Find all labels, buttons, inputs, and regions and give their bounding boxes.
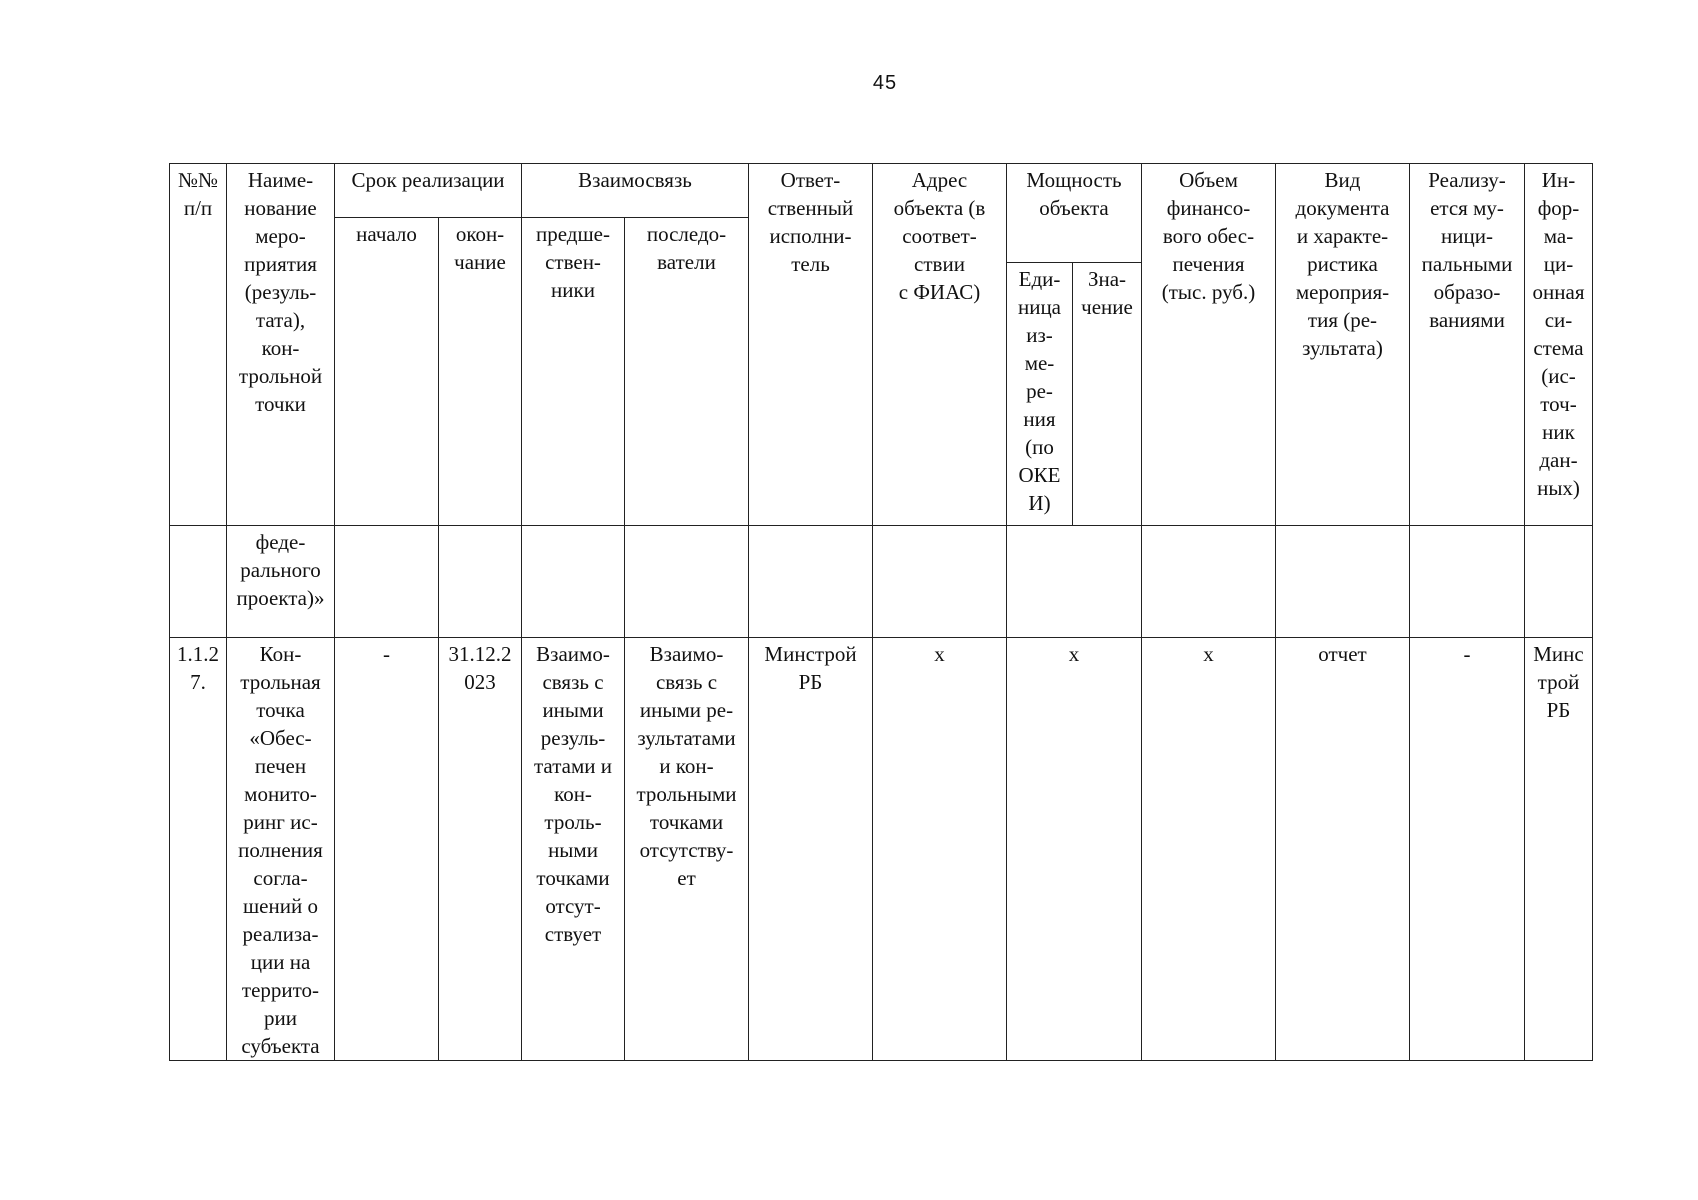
cell-doc-type: отчет <box>1276 638 1410 1061</box>
cell-empty <box>625 526 749 638</box>
header-num: №№ п/п <box>170 164 227 526</box>
cell-link-next: Взаимо- связь с иными ре- зультатами и кон- трольными точками отсутству- ет <box>625 638 749 1061</box>
cell-continuation-name: феде- рального проекта)» <box>227 526 335 638</box>
header-address: Адрес объекта (в соответ- ствии с ФИАС) <box>873 164 1007 526</box>
cell-empty <box>1007 526 1142 638</box>
measures-table <box>169 163 1593 1061</box>
header-municipal: Реализу- ется му- ници- пальными образо- ваниями <box>1410 164 1525 526</box>
cell-municipal: - <box>1410 638 1525 1061</box>
cell-empty <box>873 526 1007 638</box>
cell-responsible: Минстрой РБ <box>749 638 873 1061</box>
cell-empty <box>335 526 439 638</box>
cell-num: 1.1.2 7. <box>170 638 227 1061</box>
cell-empty <box>170 526 227 638</box>
cell-finance: х <box>1142 638 1276 1061</box>
cell-term-start: - <box>335 638 439 1061</box>
cell-empty <box>1410 526 1525 638</box>
cell-empty <box>439 526 522 638</box>
header-link-next: последо- ватели <box>625 218 749 526</box>
header-row-1 <box>170 164 1593 218</box>
cell-empty <box>749 526 873 638</box>
cell-empty <box>522 526 625 638</box>
cell-info-system: Минс трой РБ <box>1525 638 1593 1061</box>
cell-address: х <box>873 638 1007 1061</box>
cell-name: Кон- трольная точка «Обес- печен монито- ринг ис- полнения согла- шений о реализа- ции на террито- рии субъекта <box>227 638 335 1061</box>
header-doc-type: Вид документа и характе- ристика мероприя- тия (ре- зультата) <box>1276 164 1410 526</box>
header-link: Взаимосвязь <box>522 164 749 218</box>
header-term-end: окон- чание <box>439 218 522 526</box>
table-row <box>170 638 1593 1061</box>
header-info-system: Ин- фор- ма- ци- онная си- стема (ис- точ- ник дан- ных) <box>1525 164 1593 526</box>
cell-empty <box>1525 526 1593 638</box>
header-name: Наиме- нование меро- приятия (резуль- тата), кон- трольной точки <box>227 164 335 526</box>
cell-term-end: 31.12.2 023 <box>439 638 522 1061</box>
header-capacity-unit: Еди- ница из- ме- ре- ния (по ОКЕ И) <box>1007 263 1073 526</box>
header-link-prev: предше- ствен- ники <box>522 218 625 526</box>
header-responsible: Ответ- ственный исполни- тель <box>749 164 873 526</box>
header-term: Срок реализации <box>335 164 522 218</box>
header-term-start: начало <box>335 218 439 526</box>
cell-empty <box>1276 526 1410 638</box>
cell-link-prev: Взаимо- связь с иными резуль- татами и кон- троль- ными точками отсут- ствует <box>522 638 625 1061</box>
continuation-row <box>170 526 1593 638</box>
header-finance: Объем финансо- вого обес- печения (тыс. руб.) <box>1142 164 1276 526</box>
header-capacity: Мощность объекта <box>1007 164 1142 263</box>
page-number: 45 <box>872 72 898 94</box>
header-capacity-value: Зна- чение <box>1073 263 1142 526</box>
cell-capacity: х <box>1007 638 1142 1061</box>
cell-empty <box>1142 526 1276 638</box>
